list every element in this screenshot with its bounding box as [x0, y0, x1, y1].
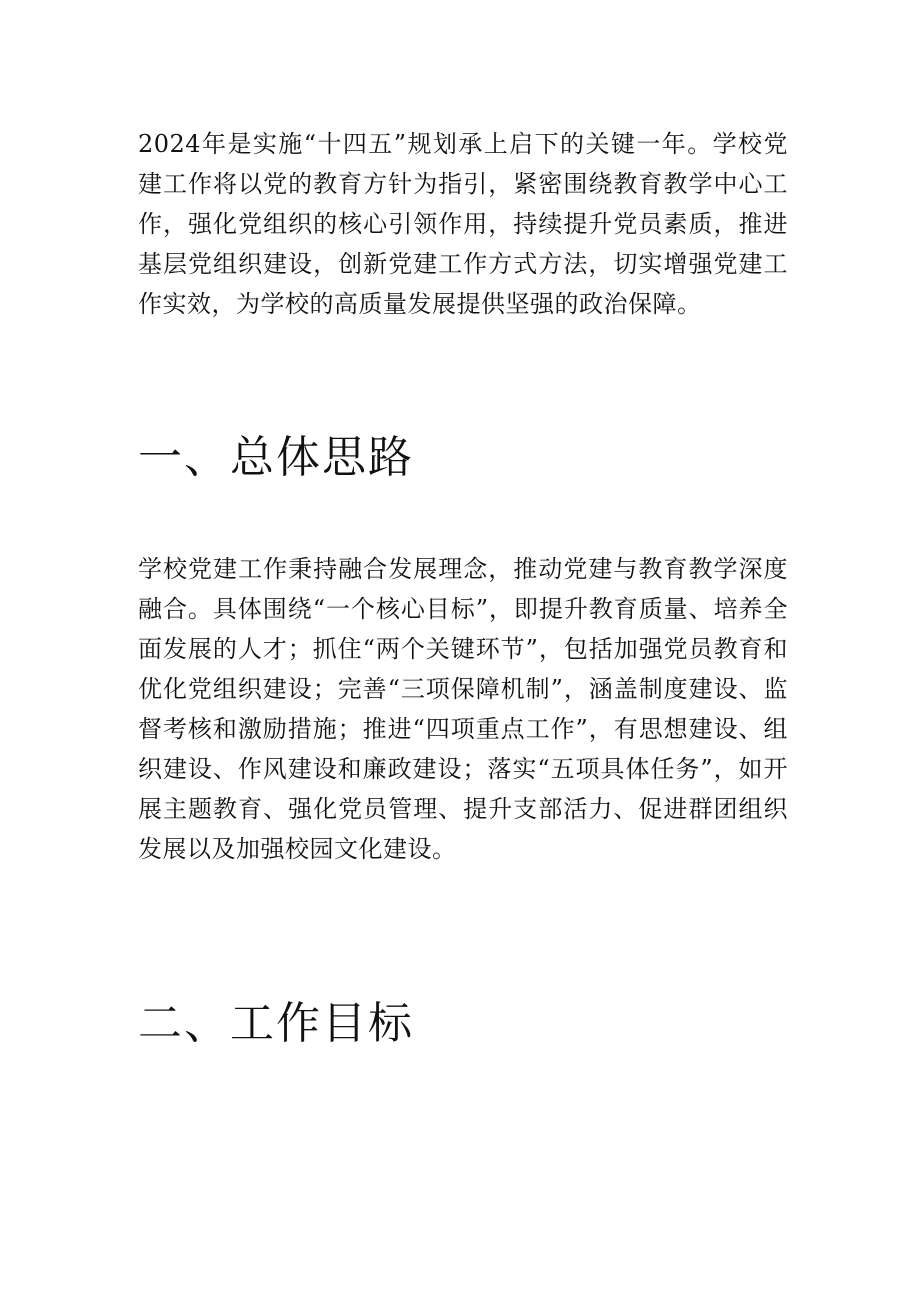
intro-paragraph: 2024年是实施“十四五”规划承上启下的关键一年。学校党建工作将以党的教育方针为指引，紧密围绕教育教学中心工作，强化党组织的核心引领作用，持续提升党员素质，推进基层党组织建设，创新党建工作方式方法，切实增强党建工作实效，为学校的高质量发展提供坚强的政治保障。	[138, 130, 788, 318]
section-heading-work-goals: 二、工作目标	[138, 998, 414, 1049]
section-body-overall-approach: 学校党建工作秉持融合发展理念，推动党建与教育教学深度融合。具体围绕“一个核心目标”，即提升教育质量、培养全面发展的人才；抓住“两个关键环节”，包括加强党员教育和优化党组织建设；完善“三项保障机制”，涵盖制度建设、监督考核和激励措施；推进“四项重点工作”，有思想建设、组织建设、作风建设和廉政建设；落实“五项具体任务”，如开展主题教育、强化党员管理、提升支部活力、促进群团组织发展以及加强校园文化建设。	[138, 555, 788, 863]
section-heading-overall-approach: 一、总体思路	[138, 432, 414, 483]
